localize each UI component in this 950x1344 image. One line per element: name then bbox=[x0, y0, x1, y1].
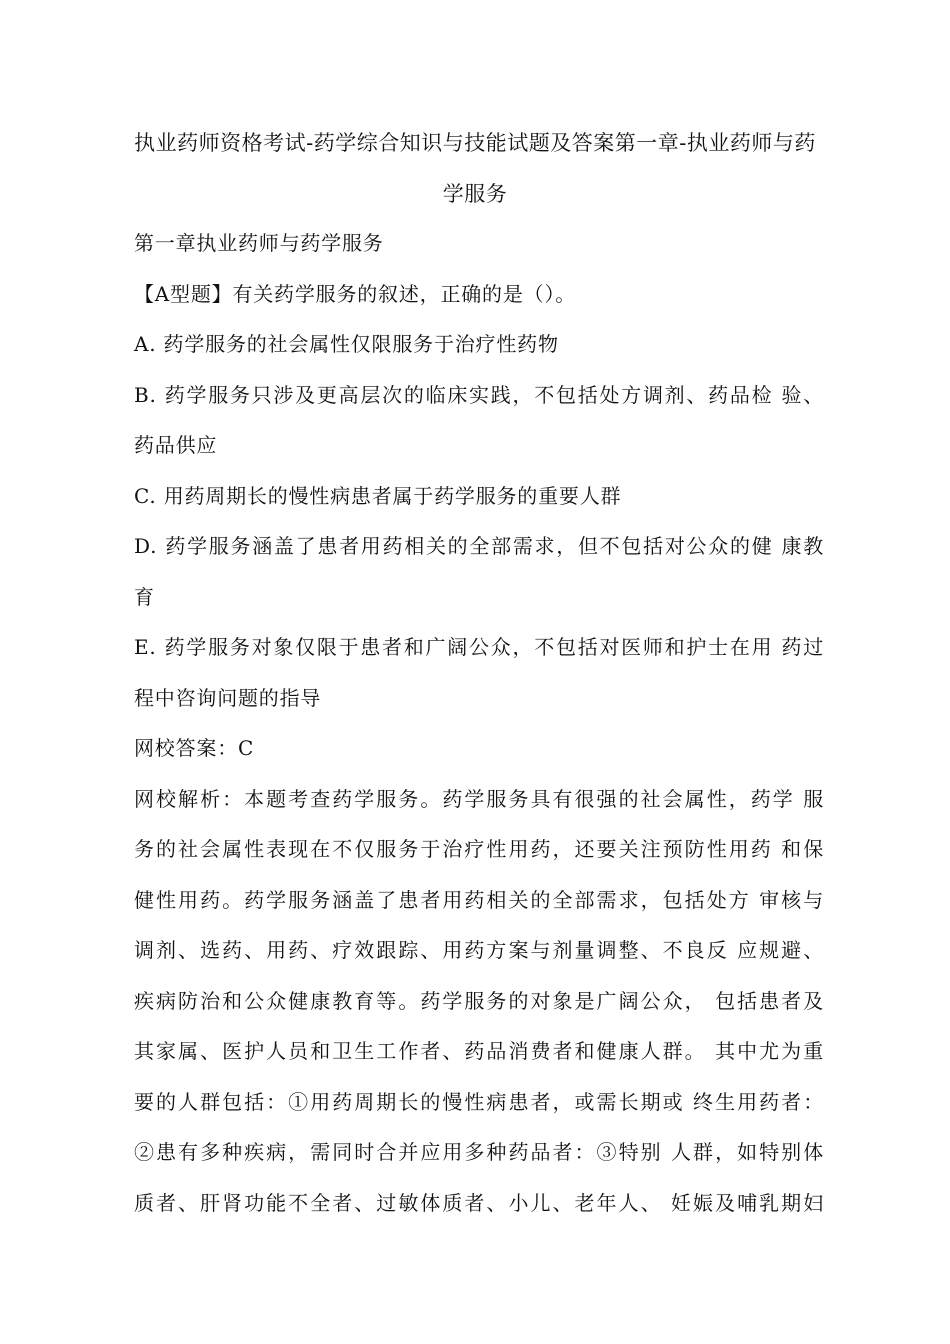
analysis-line: 要的人群包括：①用药周期长的慢性病患者，或需长期或 终生用药者： bbox=[134, 1089, 824, 1114]
analysis-line: 调剂、选药、用药、疗效跟踪、用药方案与剂量调整、不良反 应规避、 bbox=[134, 938, 824, 962]
option-e-line-2: 程中咨询问题的指导 bbox=[134, 685, 322, 710]
analysis-line: 务的社会属性表现在不仅服务于治疗性用药，还要关注预防性用药 和保 bbox=[134, 837, 824, 861]
title-line-1: 执业药师资格考试-药学综合知识与技能试题及答案第一章-执业药师与药 bbox=[134, 131, 816, 155]
document-body bbox=[134, 218, 824, 1228]
title-line-2: 学服务 bbox=[442, 181, 508, 206]
analysis-line: 网校解析：本题考查药学服务。药学服务具有很强的社会属性，药学 服 bbox=[134, 786, 824, 811]
analysis-line: 疾病防治和公众健康教育等。药学服务的对象是广阔公众， 包括患者及 bbox=[134, 988, 824, 1013]
option-d-line-2: 育 bbox=[134, 584, 155, 609]
analysis-line: 健性用药。药学服务涵盖了患者用药相关的全部需求，包括处方 审核与 bbox=[134, 887, 824, 912]
analysis-line: 其家属、医护人员和卫生工作者、药品消费者和健康人群。 其中尤为重 bbox=[134, 1039, 824, 1063]
document-title bbox=[130, 118, 820, 219]
analysis-line: ②患有多种疾病，需同时合并应用多种药品者：③特别 人群，如特别体 bbox=[134, 1140, 824, 1164]
option-b-line-1: B. 药学服务只涉及更高层次的临床实践，不包括处方调剂、药品检 验、 bbox=[134, 382, 824, 407]
answer-line: 网校答案：C bbox=[134, 736, 255, 760]
question-stem: 【A型题】有关药学服务的叙述，正确的是（）。 bbox=[134, 281, 577, 306]
chapter-heading: 第一章执业药师与药学服务 bbox=[134, 231, 384, 255]
option-a: A. 药学服务的社会属性仅限服务于治疗性药物 bbox=[134, 332, 559, 356]
option-b-line-2: 药品供应 bbox=[134, 433, 218, 457]
option-e-line-1: E. 药学服务对象仅限于患者和广阔公众，不包括对医师和护士在用 药过 bbox=[134, 635, 824, 659]
option-c: C. 用药周期长的慢性病患者属于药学服务的重要人群 bbox=[134, 483, 622, 508]
option-d-line-1: D. 药学服务涵盖了患者用药相关的全部需求，但不包括对公众的健 康教 bbox=[134, 534, 824, 558]
analysis-line: 质者、肝肾功能不全者、过敏体质者、小儿、老年人、 妊娠及哺乳期妇 bbox=[134, 1190, 824, 1215]
